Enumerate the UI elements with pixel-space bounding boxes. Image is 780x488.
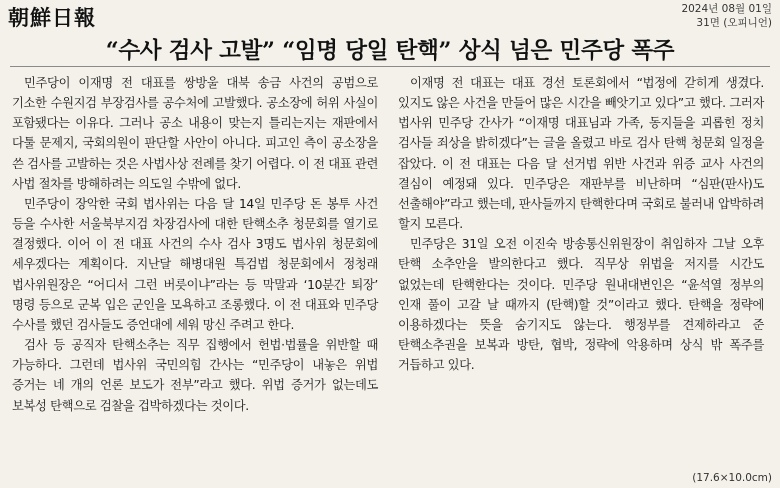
newspaper-masthead: 朝鮮日報 bbox=[8, 5, 96, 30]
article-size-note: (17.6×10.0cm) bbox=[692, 472, 772, 484]
article-paragraph-4: 이재명 전 대표는 대표 경선 토론회에서 “법정에 갇히게 생겼다. 있지도 않은 사건을 만들어 많은 시간을 빼앗기고 있다”고 했다. 그러자 법사위 민주당 간사가 “이재명 대표님과 가족, 동지들을 괴롭힌 정치 검사들 죄상을 밝히겠다”는 글을 올렸고 바로 검사 탄핵 청문회 일정을 잡았다. 이 전 대표는 다음 달 선거법 위반 사건과 위증 교사 사건의 결심이 예정돼 있다. 민주당은 재판부를 비난하며 “심판(판사)도 선출해야”라고 했는데, 판사들까지 탄핵한다며 국회로 불러내 압박하려 할지 모른다. bbox=[398, 76, 764, 232]
publication-meta bbox=[681, 2, 772, 30]
article-paragraph-1: 민주당이 이재명 전 대표를 쌍방울 대북 송금 사건의 공범으로 기소한 수원지검 부장검사를 공수처에 고발했다. 공소장에 허위 사실이 포함됐다는 이유다. 그러나 공소 내용이 맞는지 틀리는지는 재판에서 다툴 문제지, 국회의원이 판단할 사안이 아니다. 피고인 측이 공소장을 쓴 검사를 고발하는 것은 사법사상 전례를 찾기 어렵다. 이 전 대표 관련 사법 절차를 방해하려는 의도일 수밖에 없다. bbox=[12, 76, 378, 191]
page-section: 31면 (오피니언) bbox=[696, 17, 772, 29]
article-paragraph-3: 검사 등 공직자 탄핵소추는 직무 집행에서 헌법·법률을 위반할 때 가능하다. 그런데 법사위 국민의힘 간사는 “민주당이 내놓은 위법 증거는 네 개의 언론 보도가 전부”라고 했다. 위법 증거가 없는데도 보복성 탄핵으로 검찰을 겁박하겠다는 것이다. bbox=[12, 338, 378, 413]
article-column-left bbox=[12, 73, 378, 416]
article-body bbox=[12, 73, 764, 416]
headline-divider bbox=[10, 66, 770, 67]
article-paragraph-2: 민주당이 장악한 국회 법사위는 다음 달 14일 민주당 돈 봉투 사건 등을 수사한 서울북부지검 차장검사에 대한 탄핵소추 청문회를 열기로 결정했다. 이어 이 전 대표 사건의 수사 검사 3명도 법사위 청문회에 세우겠다는 계획이다. 지난달 해병대원 특검법 청문회에서 정청래 법사위원장은 “어디서 그런 버릇이냐”라는 등 막말과 ‘10분간 퇴장’ 명령 등으로 군복 입은 군인을 모욕하고 조롱했다. 이 전 대표와 민주당 수사를 했던 검사들도 증언대에 세워 망신 주려고 한다. bbox=[12, 196, 378, 332]
publication-date: 2024년 08월 01일 bbox=[681, 3, 772, 15]
headline: “수사 검사 고발” “임명 당일 탄핵” 상식 넘은 민주당 폭주 bbox=[105, 38, 675, 64]
article-column-right bbox=[398, 73, 764, 416]
article-paragraph-5: 민주당은 31일 오전 이진숙 방송통신위원장이 취임하자 그날 오후 탄핵 소추안을 발의한다고 했다. 직무상 위법을 저지를 시간도 없었는데 탄핵한다는 것이다. 민주당 원내대변인은 “윤석열 정부의 인재 풀이 고갈 날 때까지 (탄핵)할 것”이라고 했다. 탄핵을 정략에 이용하겠다는 뜻을 숨기지도 않는다. 행정부를 견제하라고 준 탄핵소추권을 보복과 방탄, 협박, 정략에 악용하며 상식 밖 폭주를 거듭하고 있다. bbox=[398, 237, 764, 373]
